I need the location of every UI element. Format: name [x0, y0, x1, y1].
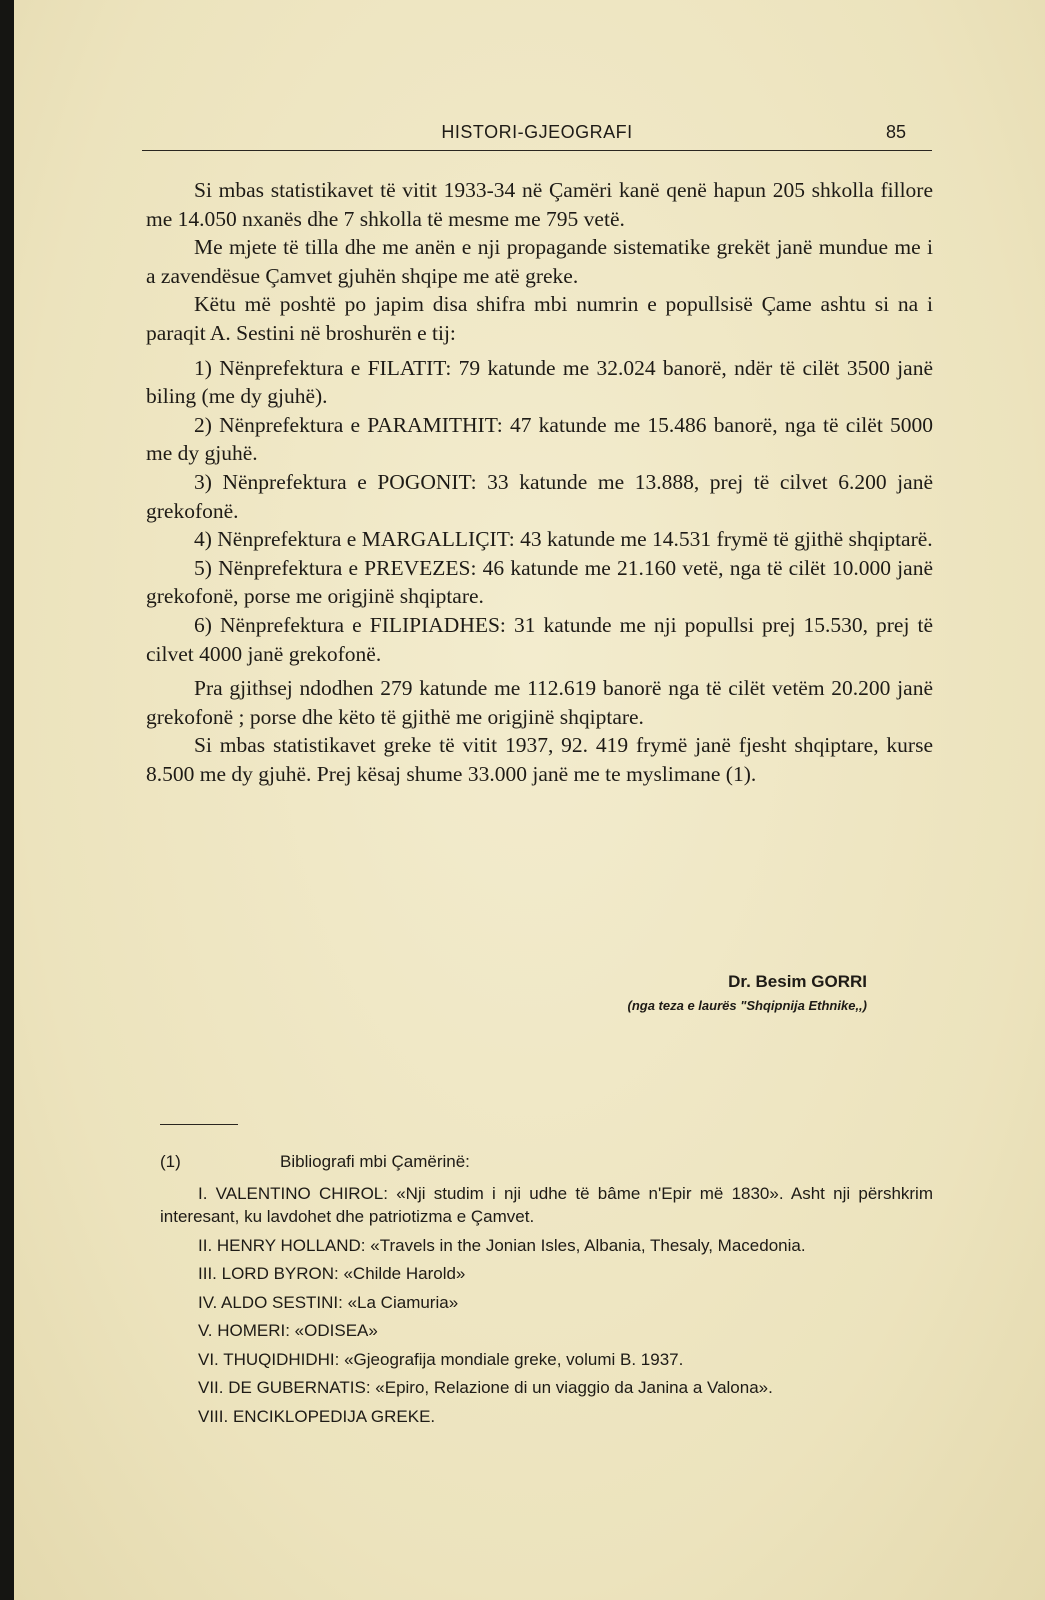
page-header	[142, 118, 932, 151]
source-note: (nga teza e laurës "Shqipnija Ethnike,,)	[627, 998, 867, 1013]
list-item-margalliqi: 4) Nënprefektura e MARGALLIÇIT: 43 katunde me 14.531 frymë të gjithë shqiptarë.	[194, 527, 933, 552]
list-item-filati: 1) Nënprefektura e FILATIT: 79 katunde me 32.024 banorë, ndër të cilët 3500 janë biling (me dy gjuhë).	[146, 355, 933, 409]
paragraph-greek-statistics: Si mbas statistikavet greke të vitit 1937, 92. 419 frymë janë fjesht shqiptare, kurse 8.500 me dy gjuhë. Prej kësaj shume 33.000 janë me te myslimane (1).	[146, 733, 933, 786]
author-name: Dr. Besim GORRI	[728, 972, 867, 991]
bibliography-item: I. VALENTINO CHIROL: «Nji studim i nji udhe të bâme n'Epir më 1830». Asht nji përshkrim interesant, ku lavdohet dhe patriotizma e Çamvet.	[160, 1183, 933, 1226]
bibliography-item: II. HENRY HOLLAND: «Travels in the Jonian Isles, Albania, Thesaly, Macedonia.	[198, 1235, 806, 1255]
article-body	[146, 176, 933, 788]
bibliography-item: VI. THUQIDHIDHI: «Gjeografija mondiale greke, volumi B. 1937.	[198, 1349, 684, 1369]
footnote-heading: Bibliografi mbi Çamërinë:	[280, 1152, 470, 1171]
paragraph-propaganda: Me mjete të tilla dhe me anën e nji propagande sistematike grekët janë mundue me i a zavendësue Çamvet gjuhën shqipe me atë greke.	[146, 235, 933, 288]
list-item-paramithi: 2) Nënprefektura e PARAMITHIT: 47 katunde me 15.486 banorë, nga të cilët 5000 me dy gjuhë.	[146, 412, 933, 466]
bibliography-item: VIII. ENCIKLOPEDIJA GREKE.	[198, 1406, 436, 1426]
paragraph-totals: Pra gjithsej ndodhen 279 katunde me 112.619 banorë nga të cilët vetëm 20.200 janë grekofonë ; porse dhe këto të gjithë me origjinë shqiptare.	[146, 676, 933, 729]
paragraph-schools: Si mbas statistikavet të vitit 1933-34 në Çamëri kanë qenë hapun 205 shkolla fillore me 14.050 nxanës dhe 7 shkolla të mesme me 795 vetë.	[146, 178, 933, 231]
signature-block	[628, 972, 868, 1013]
bibliography-item: VII. DE GUBERNATIS: «Epiro, Relazione di un viaggio da Janina a Valona».	[198, 1378, 773, 1397]
list-item-preveza: 5) Nënprefektura e PREVEZES: 46 katunde me 21.160 vetë, nga të cilët 10.000 janë grekofonë, porse me origjinë shqiptare.	[146, 555, 933, 609]
book-page	[14, 0, 1045, 1600]
footnote-mark: (1)	[160, 1152, 181, 1171]
paragraph-intro-figures: Këtu më poshtë po japim disa shifra mbi numrin e popullsisë Çame ashtu si na i paraqit A. Sestini në broshurën e tij:	[146, 292, 933, 345]
bibliography-item: IV. ALDO SESTINI: «La Ciamuria»	[198, 1292, 459, 1312]
footnotes	[160, 1150, 933, 1433]
footnote-rule	[160, 1124, 238, 1125]
bibliography-item: V. HOMERI: «ODISEA»	[198, 1321, 378, 1340]
running-head: HISTORI-GJEOGRAFI	[441, 122, 633, 142]
list-item-filipiadha: 6) Nënprefektura e FILIPIADHES: 31 katunde me nji popullsi prej 15.530, prej të cilvet 4000 janë grekofonë.	[146, 612, 933, 666]
footnote-heading-row	[160, 1150, 933, 1174]
bibliography-item: III. LORD BYRON: «Childe Harold»	[198, 1264, 466, 1283]
page-number: 85	[885, 122, 906, 142]
list-item-pogoni: 3) Nënprefektura e POGONIT: 33 katunde me 13.888, prej të cilvet 6.200 janë grekofonë.	[146, 469, 933, 523]
